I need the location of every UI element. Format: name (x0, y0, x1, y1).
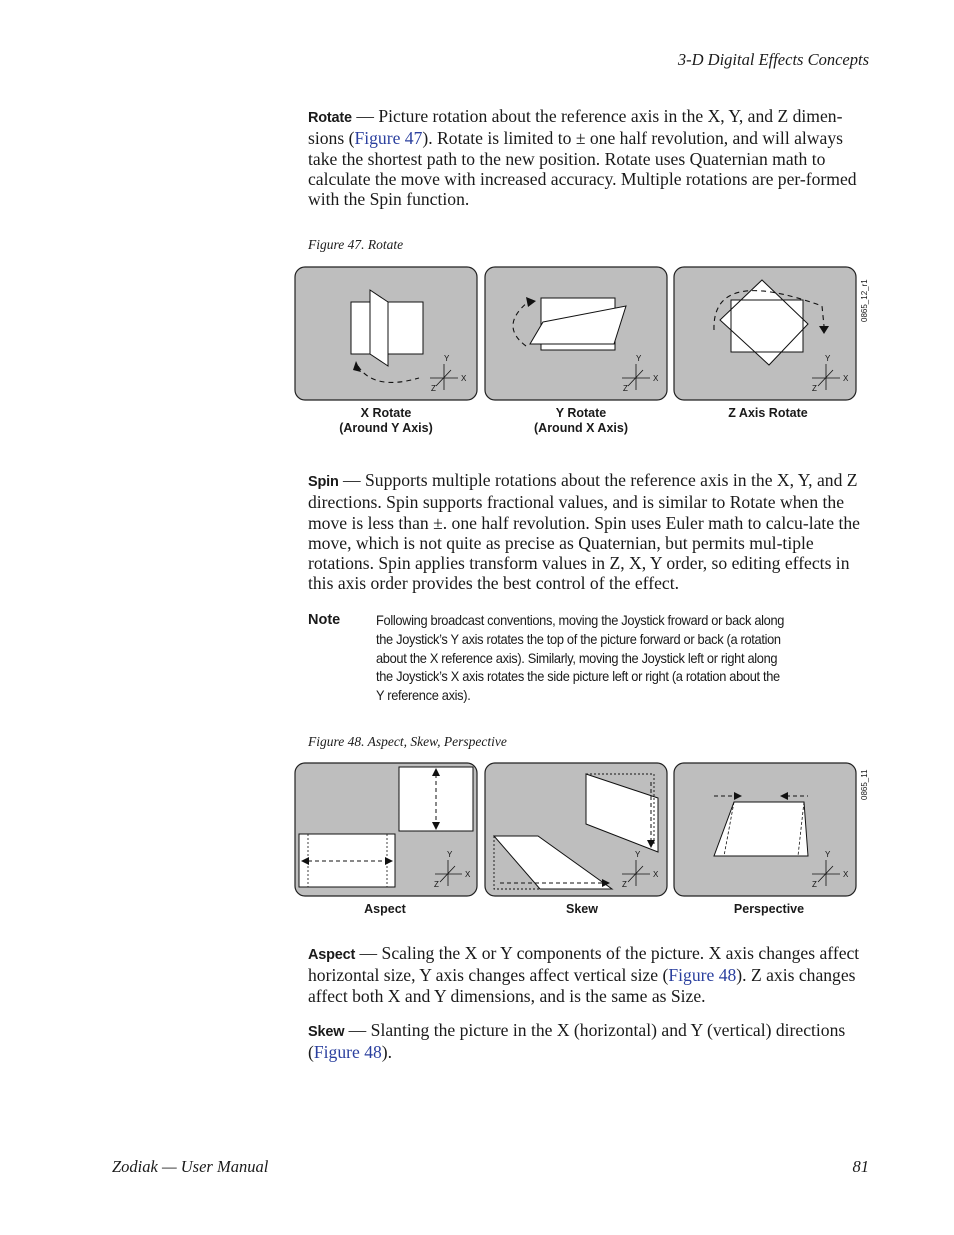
axis-z-label-5: Z (622, 880, 627, 889)
axis-x-label-6: X (843, 870, 849, 879)
aspect-panel (295, 763, 477, 896)
x-rotate-label: X Rotate (Around Y Axis) (339, 406, 433, 435)
note-line: Following broadcast conventions, moving the Joystick froward or back along (376, 613, 785, 628)
skew-text-2: ). (381, 1042, 393, 1063)
skew-panel (485, 763, 667, 896)
figure-48-link[interactable]: Figure 48 (313, 1042, 382, 1063)
page-number: 81 (852, 1157, 869, 1176)
x-rotate-panel (295, 267, 477, 400)
spin-term: Spin (308, 474, 339, 490)
axis-y-label-2: Y (636, 354, 642, 363)
spin-text: — Supports multiple rotations about the reference axis in the X, Y, and Z directions. Spin supports fractional values, and is similar to Rotate when the move is less than ±. one half revolution. Spin uses Euler math to calcu-late the move, which is not quite as precise as Quaternian, but permits mul-tiple rotations. Spin applies transform values in Z, X, Y order, so editing effects in this axis order provides the best control of the effect. (308, 470, 860, 594)
skew-text-1: — Slanting the picture in the X (horizontal) and Y (vertical) directions ( (308, 1020, 846, 1063)
aspect-term: Aspect (308, 947, 356, 963)
note-line: about the X reference axis). Similarly, moving the Joystick left or right along (376, 650, 778, 666)
axis-y-label-5: Y (635, 850, 641, 859)
axis-y-label-3: Y (825, 354, 831, 363)
z-rotate-panel (674, 267, 856, 400)
z-rotate-label: Z Axis Rotate (728, 406, 808, 420)
figure-47-link[interactable]: Figure 47 (354, 128, 423, 149)
axis-x-label-3: X (843, 374, 849, 383)
figure-47-caption: Figure 47. Rotate (308, 237, 404, 252)
section-header: 3-D Digital Effects Concepts (677, 50, 869, 69)
axis-z-label-6: Z (812, 880, 817, 889)
skew-label: Skew (566, 902, 598, 916)
note-line: the Joystick’s X axis rotates the side picture left or right (a rotation about the (376, 669, 780, 685)
axis-y-label-4: Y (447, 850, 453, 859)
aspect-paragraph (308, 943, 874, 1006)
rotate-text-1: — Picture rotation about the reference axis in the X, Y, and Z dimen-sions ( (308, 106, 843, 149)
note-line: the Joystick’s Y axis rotates the top of the picture forward or back (a rotation (376, 631, 781, 647)
footer-manual-title: Zodiak — User Manual (112, 1157, 269, 1176)
skew-term: Skew (308, 1024, 345, 1040)
figure-47-id: 0865_12_r1 (860, 279, 869, 322)
rotate-paragraph (308, 106, 874, 209)
rotate-term: Rotate (308, 110, 352, 126)
skew-paragraph (308, 1020, 874, 1063)
note-term: Note (308, 612, 341, 628)
aspect-text-1: — Scaling the X or Y components of the picture. X axis changes affect horizontal size, Y axis changes affect vertical size ( (308, 943, 860, 986)
axis-y-label-6: Y (825, 850, 831, 859)
axis-x-label-4: X (465, 870, 471, 879)
rotate-text-2: ). Rotate is limited to ± one half revolution, and will always take the shortest path to the new position. Rotate uses Quaternian math to calculate the move with increased accuracy. Multiple rotations are per-formed with the Spin function. (308, 128, 857, 210)
figure-48-link[interactable]: Figure 48 (668, 965, 737, 986)
axis-y-label-1: Y (444, 354, 450, 363)
perspective-panel (674, 763, 856, 896)
figure-47-rotate-diagram (294, 266, 864, 404)
axis-x-label-2: X (653, 374, 659, 383)
y-rotate-panel (485, 267, 667, 400)
figure-48-aspect-skew-perspective-diagram (294, 762, 864, 900)
axis-z-label-1: Z (431, 384, 436, 393)
figure-48-caption: Figure 48. Aspect, Skew, Perspective (308, 734, 507, 749)
perspective-label: Perspective (733, 902, 805, 916)
axis-z-label-3: Z (812, 384, 817, 393)
note-line: Y reference axis). (376, 688, 471, 704)
spin-paragraph (308, 470, 874, 594)
aspect-label: Aspect (364, 902, 406, 916)
note-body (376, 612, 846, 706)
figure-48-id: 0865_11 (860, 769, 869, 800)
axis-x-label-1: X (461, 374, 467, 383)
axis-x-label-5: X (653, 870, 659, 879)
axis-z-label-4: Z (434, 880, 439, 889)
aspect-text-2: ). Z axis changes affect both X and Y dimensions, and is the same as Size. (308, 965, 856, 1006)
y-rotate-label: Y Rotate (Around X Axis) (534, 406, 628, 435)
axis-z-label-2: Z (623, 384, 628, 393)
